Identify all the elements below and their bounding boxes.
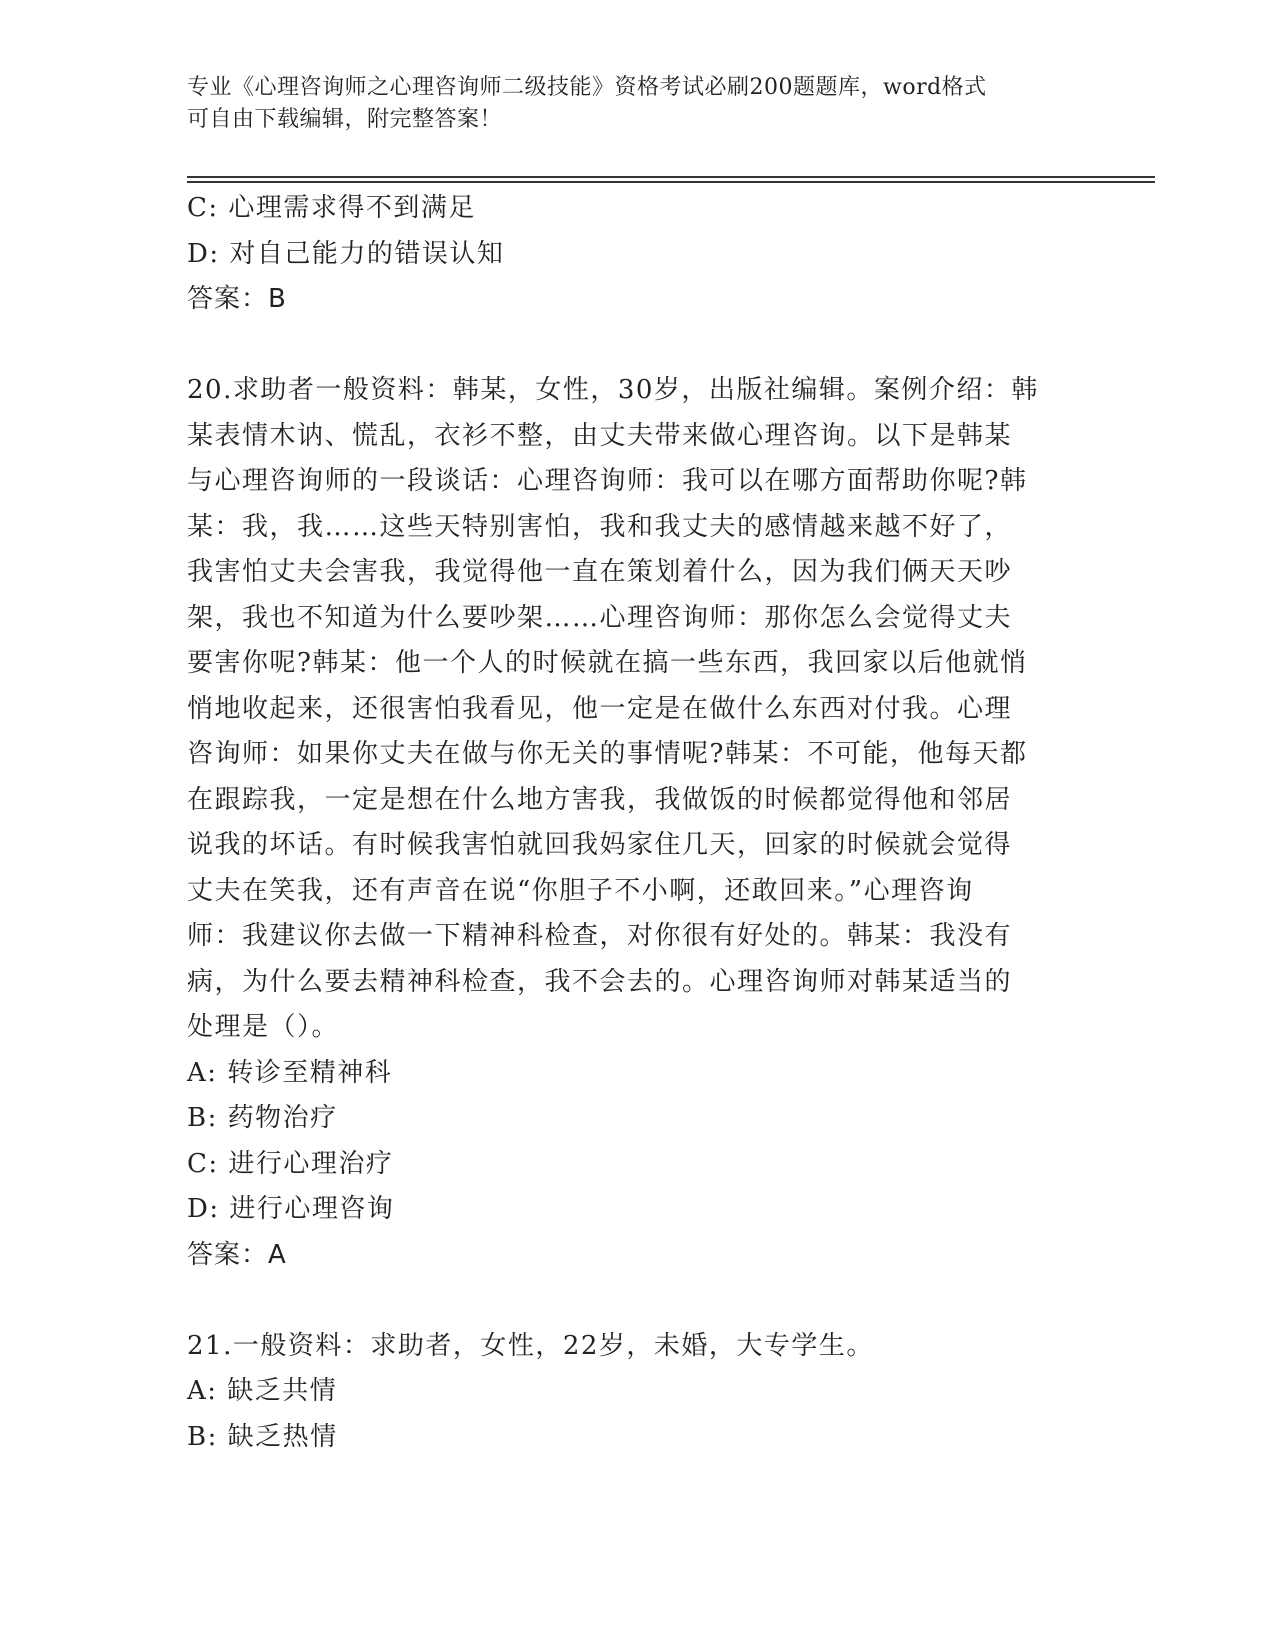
- stem-line: 我害怕丈夫会害我，我觉得他一直在策划着什么，因为我们俩天天吵: [187, 557, 1013, 587]
- option-c: C: 进行心理治疗: [187, 1148, 394, 1179]
- option-d: D: 对自己能力的错误认知: [187, 238, 505, 269]
- stem-line: 与心理咨询师的一段谈话：心理咨询师：我可以在哪方面帮助你呢?韩: [187, 466, 1028, 496]
- stem-line: 某：我，我……这些天特别害怕，我和我丈夫的感情越来越不好了，: [187, 511, 1013, 542]
- question-20: [187, 368, 1067, 1278]
- option-b: B: 缺乏热情: [187, 1421, 338, 1452]
- option-b: B: 药物治疗: [187, 1103, 338, 1133]
- header-rule-top: [187, 176, 1155, 178]
- option-d: D: 进行心理咨询: [187, 1194, 395, 1224]
- prev-question: [187, 186, 1067, 323]
- stem-line: 病，为什么要去精神科检查，我不会去的。心理咨询师对韩某适当的: [187, 966, 1013, 997]
- option-a: A: 缺乏共情: [187, 1376, 338, 1406]
- stem-line: 架，我也不知道为什么要吵架……心理咨询师：那你怎么会觉得丈夫: [187, 602, 1013, 633]
- question-stem: [187, 368, 1067, 1051]
- header-line-1: 专业《心理咨询师之心理咨询师二级技能》资格考试必刷200题题库，word格式: [187, 75, 987, 100]
- question-stem: 21.一般资料：求助者，女性，22岁，未婚，大专学生。: [187, 1330, 874, 1361]
- stem-line: 在跟踪我，一定是想在什么地方害我，我做饭的时候都觉得他和邻居: [187, 784, 1013, 815]
- stem-line: 师：我建议你去做一下精神科检查，对你很有好处的。韩某：我没有: [187, 921, 1013, 951]
- stem-line: 说我的坏话。有时候我害怕就回我妈家住几天，回家的时候就会觉得: [187, 830, 1013, 860]
- document-body: [187, 186, 1067, 1460]
- stem-line: 丈夫在笑我，还有声音在说“你胆子不小啊，还敢回来。”心理咨询: [187, 875, 974, 906]
- header-rule-bottom: [187, 181, 1155, 183]
- stem-line: 要害你呢?韩某：他一个人的时候就在搞一些东西，我回家以后他就悄: [187, 648, 1028, 678]
- answer-label: 答案：B: [187, 284, 287, 314]
- question-21: [187, 1324, 1067, 1461]
- spacer: [187, 323, 1067, 369]
- stem-line: 咨询师：如果你丈夫在做与你无关的事情呢?韩某：不可能，他每天都: [187, 739, 1028, 769]
- document-header: [187, 72, 1067, 136]
- answer-label: 答案：A: [187, 1239, 287, 1270]
- stem-line: 某表情木讷、慌乱，衣衫不整，由丈夫带来做心理咨询。以下是韩某: [187, 420, 1013, 451]
- spacer: [187, 1278, 1067, 1324]
- stem-line: 处理是（）。: [187, 1012, 340, 1042]
- header-line-2: 可自由下载编辑，附完整答案！: [187, 107, 503, 132]
- stem-line: 悄地收起来，还很害怕我看见，他一定是在做什么东西对付我。心理: [187, 693, 1013, 724]
- stem-line: 20.求助者一般资料：韩某，女性，30岁，出版社编辑。案例介绍：韩: [187, 375, 1039, 405]
- option-a: A: 转诊至精神科: [187, 1057, 393, 1088]
- option-c: C: 心理需求得不到满足: [187, 193, 476, 223]
